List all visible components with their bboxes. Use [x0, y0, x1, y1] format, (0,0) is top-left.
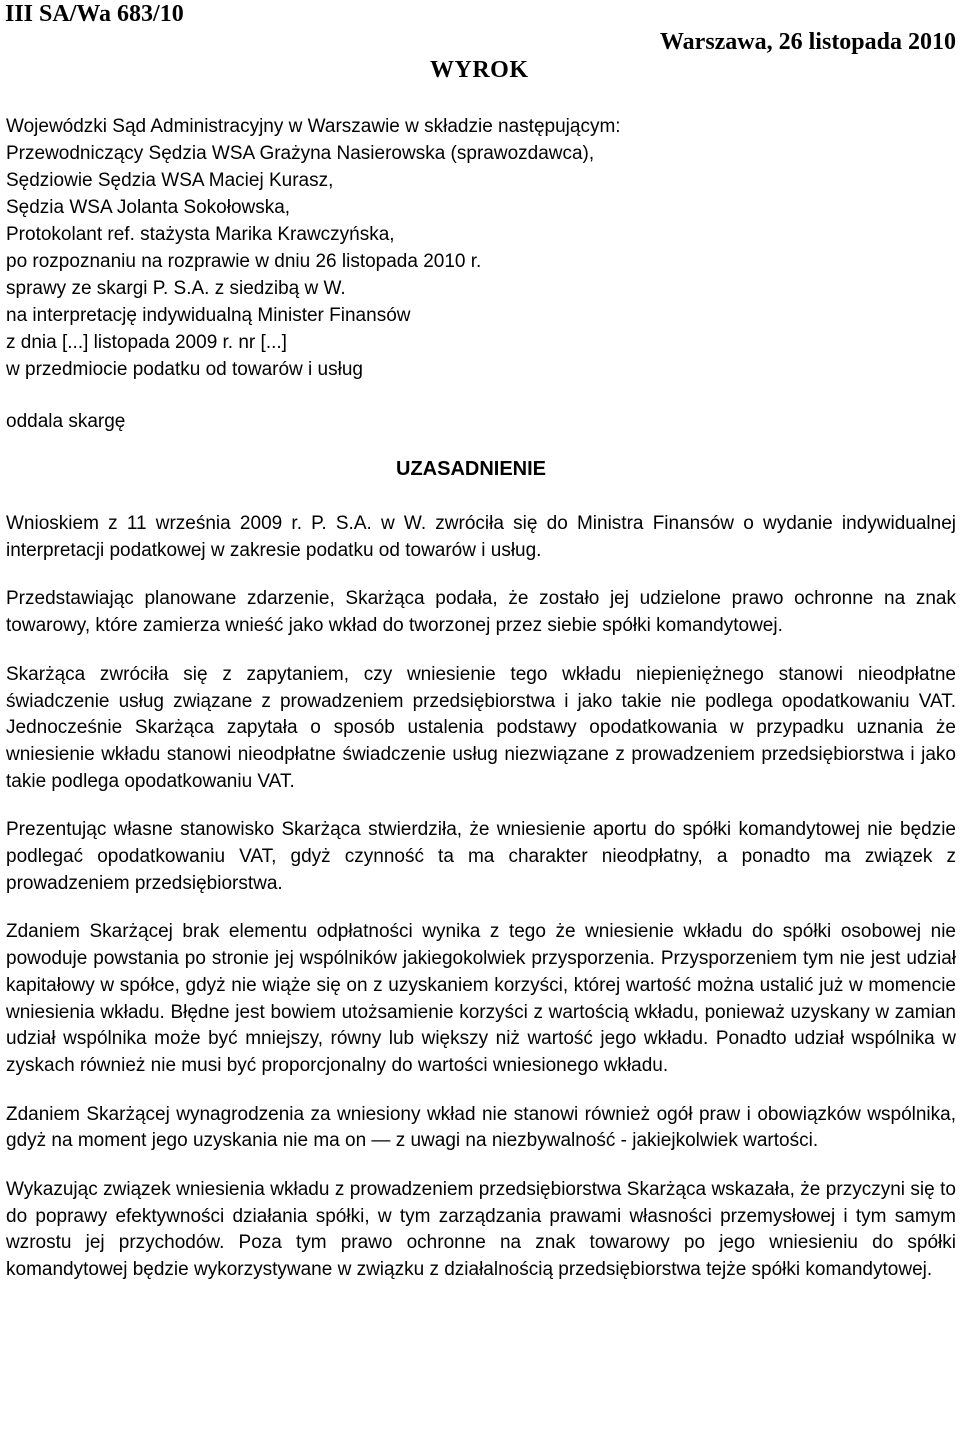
- case-number: III SA/Wa 683/10: [5, 1, 184, 27]
- reasons-paragraph: Wnioskiem z 11 września 2009 r. P. S.A. w W. zwróciła się do Ministra Finansów o wydanie indywidualnej interpretacji podatkowej w zakresie podatku od towarów i usług.: [6, 513, 956, 561]
- composition-line: z dnia [...] listopada 2009 r. nr [...]: [6, 332, 287, 353]
- reasons-paragraph: Zdaniem Skarżącej wynagrodzenia za wniesiony wkład nie stanowi również ogół praw i obowiązków wspólnika, gdyż na moment jego uzyskania nie ma on — z uwagi na niezbywalność - jakiejkolwiek wartości.: [6, 1103, 956, 1152]
- reasons-paragraph: Wykazując związek wniesienia wkładu z prowadzeniem przedsiębiorstwa Skarżąca wskazała, że przyczyni się to do poprawy efektywności działania spółki, w tym zarządzania prawami własności przemysłowej i tym samym wzrostu jej przychodów. Poza tym prawo ochronne na znak towarowy po jego wniesieniu do spółki komandytowej będzie wykorzystywane w związku z działalnością przedsiębiorstwa tejże spółki komandytowej.: [6, 1179, 956, 1281]
- reasons-paragraph: Przedstawiając planowane zdarzenie, Skarżąca podała, że zostało jej udzielone prawo ochronne na znak towarowy, które zamierza wnieść jako wkład do tworzonej przez siebie spółki komandytowej.: [6, 588, 956, 637]
- place-and-date: Warszawa, 26 listopada 2010: [659, 29, 956, 55]
- reasons-paragraph: Skarżąca zwróciła się z zapytaniem, czy wniesienie tego wkładu niepieniężnego stanowi nieodpłatne świadczenie usług związane z prowadzeniem przedsiębiorstwa i jako takie nie podlega opodatkowaniu VAT. Jednocześnie Skarżąca zapytała o sposób ustalenia podstawy opodatkowania w przypadku uznania że wniesienie wkładu stanowi nieodpłatne świadczenie usług niezwiązane z prowadzeniem przedsiębiorstwa i jako takie podlega opodatkowaniu VAT.: [6, 663, 956, 792]
- court-composition: [6, 113, 956, 383]
- document-title: WYROK: [430, 57, 529, 83]
- reasons-paragraph: Prezentując własne stanowisko Skarżąca stwierdziła, że wniesienie aportu do spółki komandytowej nie będzie podlegać opodatkowaniu VAT, gdyż czynność ta ma charakter nieodpłatny, a ponadto ma związek z prowadzeniem przedsiębiorstwa.: [6, 819, 956, 894]
- composition-line: Wojewódzki Sąd Administracyjny w Warszawie w składzie następującym:: [6, 116, 621, 137]
- verdict-text: oddala skargę: [6, 411, 126, 432]
- composition-line: po rozpoznaniu na rozprawie w dniu 26 listopada 2010 r.: [6, 251, 482, 272]
- composition-line: sprawy ze skargi P. S.A. z siedzibą w W.: [6, 278, 346, 299]
- reasons-paragraph: Zdaniem Skarżącej brak elementu odpłatności wynika z tego że wniesienie wkładu do spółki osobowej nie powoduje powstania po stronie jej wspólników jakiegokolwiek przysporzenia. Przysporzeniem tym nie jest udział kapitałowy w spółce, gdyż nie wiąże się on z uzyskaniem korzyści, której wartość można ustalić już w momencie wniesienia wkładu. Błędne jest bowiem utożsamienie korzyści z wartością wkładu, ponieważ uzyskany w zamian udział wspólnika może być mniejszy, równy lub większy niż wartość jego wkładu. Ponadto udział wspólnika w zyskach również nie musi być proporcjonalny do wartości wniesionego wkładu.: [6, 921, 956, 1076]
- composition-line: w przedmiocie podatku od towarów i usług: [6, 359, 363, 380]
- reasons-heading: UZASADNIENIE: [396, 458, 547, 480]
- composition-line: Sędzia WSA Jolanta Sokołowska,: [6, 197, 291, 218]
- composition-line: na interpretację indywidualną Minister Finansów: [6, 305, 411, 326]
- composition-line: Protokolant ref. stażysta Marika Krawczyńska,: [6, 224, 395, 245]
- composition-line: Przewodniczący Sędzia WSA Grażyna Nasierowska (sprawozdawca),: [6, 143, 595, 164]
- composition-line: Sędziowie Sędzia WSA Maciej Kurasz,: [6, 170, 334, 191]
- reasons-body: [6, 511, 956, 1306]
